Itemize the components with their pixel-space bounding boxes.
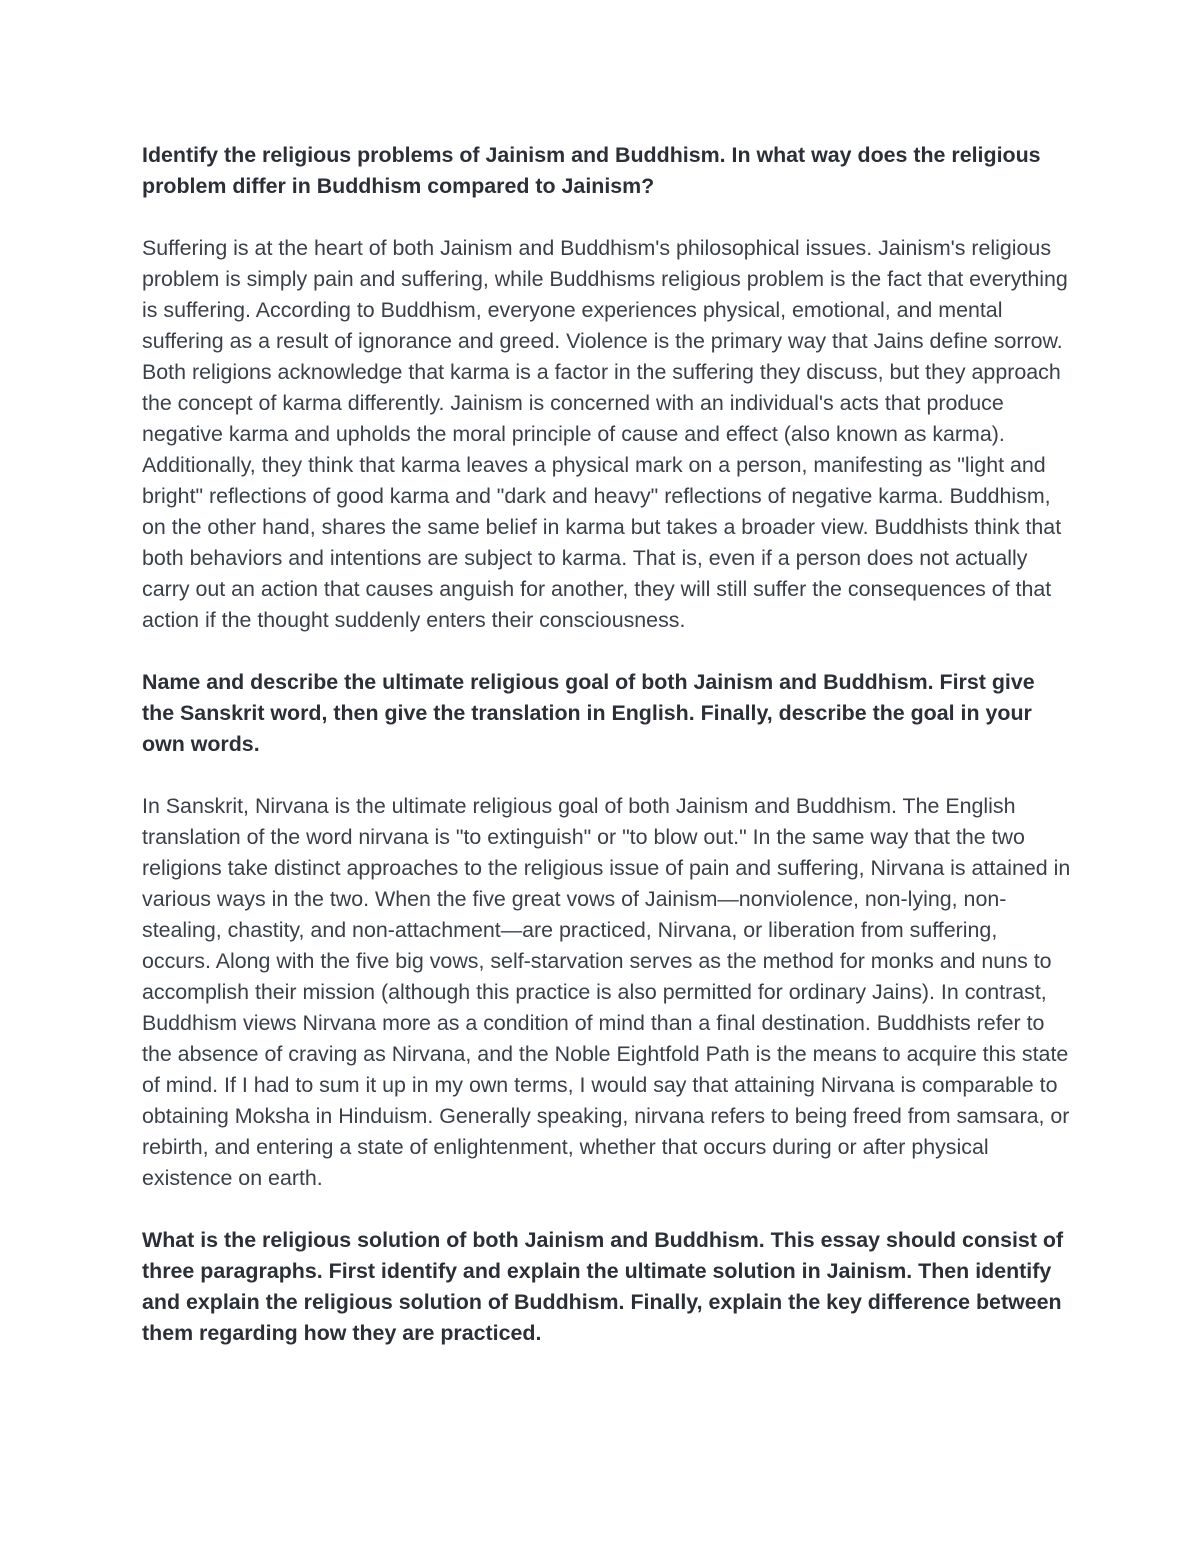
answer-2: In Sanskrit, Nirvana is the ultimate religious goal of both Jainism and Buddhism. The English translation of the word nirvana is "to extinguish" or "to blow out." In the same way that the two religions take distinct approaches to the religious issue of pain and suffering, Nirvana is attained in various ways in the two. When the five great vows of Jainism—nonviolence, non-lying, non-stealing, chastity, and non-attachment—are practiced, Nirvana, or liberation from suffering, occurs. Along with the five big vows, self-starvation serves as the method for monks and nuns to accomplish their mission (although this practice is also permitted for ordinary Jains). In contrast, Buddhism views Nirvana more as a condition of mind than a final destination. Buddhists refer to the absence of craving as Nirvana, and the Noble Eightfold Path is the means to acquire this state of mind. If I had to sum it up in my own terms, I would say that attaining Nirvana is comparable to obtaining Moksha in Hinduism. Generally speaking, nirvana refers to being freed from samsara, or rebirth, and entering a state of enlightenment, whether that occurs during or after physical existence on earth. [142,794,1071,1190]
document-body [142,140,1072,1380]
question-1: Identify the religious problems of Jainism and Buddhism. In what way does the religious problem differ in Buddhism compared to Jainism? [142,143,1041,198]
question-2: Name and describe the ultimate religious goal of both Jainism and Buddhism. First give the Sanskrit word, then give the translation in English. Finally, describe the goal in your own words. [142,670,1035,756]
answer-1: Suffering is at the heart of both Jainism and Buddhism's philosophical issues. Jainism's religious problem is simply pain and suffering, while Buddhisms religious problem is the fact that everything is suffering. According to Buddhism, everyone experiences physical, emotional, and mental suffering as a result of ignorance and greed. Violence is the primary way that Jains define sorrow. Both religions acknowledge that karma is a factor in the suffering they discuss, but they approach the concept of karma differently. Jainism is concerned with an individual's acts that produce negative karma and upholds the moral principle of cause and effect (also known as karma). Additionally, they think that karma leaves a physical mark on a person, manifesting as "light and bright" reflections of good karma and "dark and heavy" reflections of negative karma. Buddhism, on the other hand, shares the same belief in karma but takes a broader view. Buddhists think that both behaviors and intentions are subject to karma. That is, even if a person does not actually carry out an action that causes anguish for another, they will still suffer the consequences of that action if the thought suddenly enters their consciousness. [142,236,1068,632]
question-3: What is the religious solution of both Jainism and Buddhism. This essay should consist of three paragraphs. First identify and explain the ultimate solution in Jainism. Then identify and explain the religious solution of Buddhism. Finally, explain the key difference between them regarding how they are practiced. [142,1228,1064,1345]
